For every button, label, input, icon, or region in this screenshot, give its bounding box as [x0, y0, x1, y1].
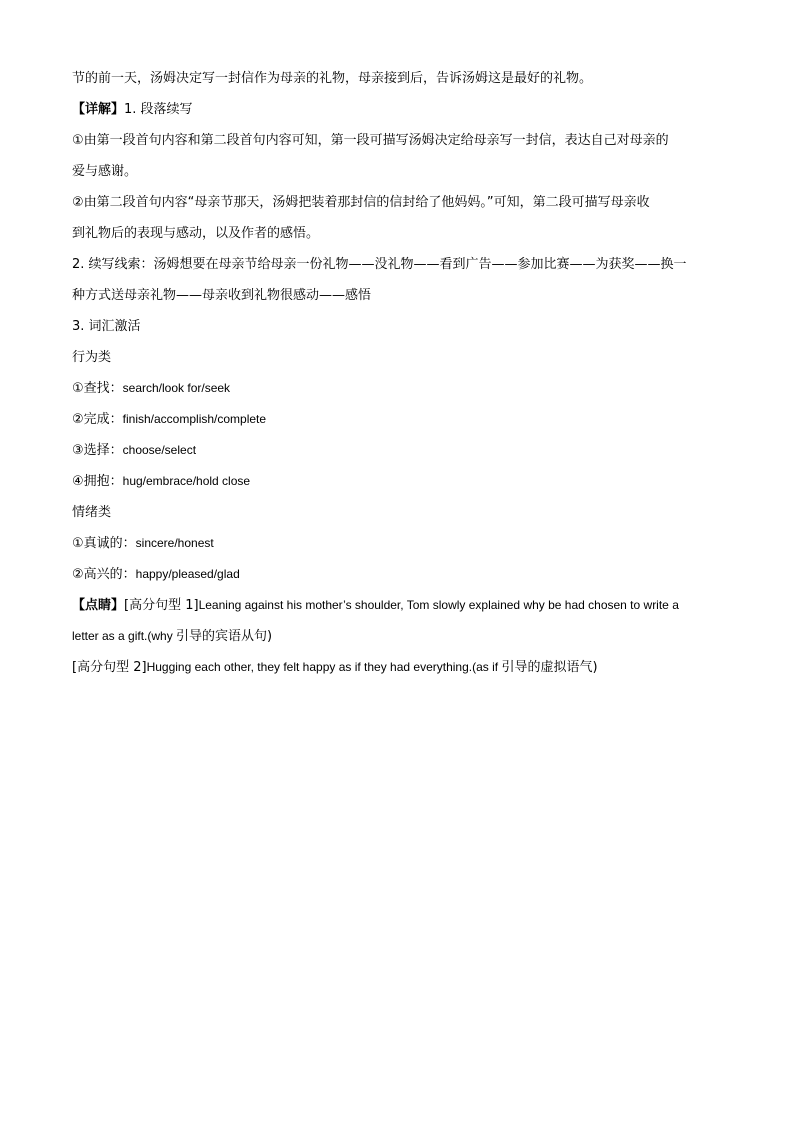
vocab-label: ①查找：	[72, 381, 123, 396]
line-text: 种方式送母亲礼物——母亲收到礼物很感动——感悟	[72, 288, 372, 303]
line-text: 3. 词汇激活	[72, 319, 141, 334]
sentence-note: 引导的虚拟语气)	[501, 660, 598, 675]
line-text: ②由第二段首句内容“母亲节那天，汤姆把装着那封信的信封给了他妈妈。”可知，第二段可描写母亲收	[72, 195, 650, 210]
paragraph-line	[72, 280, 722, 311]
sentence-text: Leaning against his mother’s shoulder, Tom slowly explained why be had chosen to write a	[198, 598, 679, 612]
category-heading	[72, 342, 722, 373]
vocab-label: ④拥抱：	[72, 474, 123, 489]
detail-label: 【详解】	[72, 102, 125, 117]
line-text: 到礼物后的表现与感动，以及作者的感悟。	[72, 226, 320, 241]
highlight-sentence	[72, 652, 722, 683]
line-text: ①由第一段首句内容和第二段首句内容可知，第一段可描写汤姆决定给母亲写一封信，表达自己对母亲的	[72, 133, 669, 148]
sentence-text: Hugging each other, they felt happy as if they had everything.(as if	[146, 660, 502, 674]
vocab-item	[72, 466, 722, 497]
vocab-item	[72, 373, 722, 404]
paragraph-line	[72, 249, 722, 280]
line-text: 情绪类	[72, 505, 112, 520]
vocab-label: ②完成：	[72, 412, 123, 427]
line-text: 爱与感谢。	[72, 164, 138, 179]
section-heading	[72, 311, 722, 342]
paragraph-line	[72, 63, 722, 94]
vocab-label: ③选择：	[72, 443, 123, 458]
vocab-item	[72, 559, 722, 590]
paragraph-line	[72, 218, 722, 249]
vocab-words: search/look for/seek	[122, 381, 231, 395]
vocab-words: choose/select	[122, 443, 197, 457]
sentence-text: letter as a gift.(why	[72, 629, 177, 643]
document-page	[72, 63, 722, 683]
sentence-pattern-label: [高分句型 1]	[124, 598, 199, 613]
vocab-words: sincere/honest	[135, 536, 214, 550]
paragraph-line	[72, 156, 722, 187]
vocab-words: hug/embrace/hold close	[122, 474, 251, 488]
vocab-words: happy/pleased/glad	[135, 567, 240, 581]
highlight-label: 【点睛】	[72, 598, 125, 613]
vocab-words: finish/accomplish/complete	[122, 412, 267, 426]
heading-text: 1. 段落续写	[124, 102, 193, 117]
line-text: 节的前一天，汤姆决定写一封信作为母亲的礼物，母亲接到后，告诉汤姆这是最好的礼物。	[72, 71, 593, 86]
highlight-sentence	[72, 621, 722, 652]
line-text: 行为类	[72, 350, 112, 365]
category-heading	[72, 497, 722, 528]
vocab-item	[72, 404, 722, 435]
vocab-label: ②高兴的：	[72, 567, 136, 582]
section-heading	[72, 94, 722, 125]
vocab-label: ①真诚的：	[72, 536, 136, 551]
sentence-note: 引导的宾语从句)	[176, 629, 273, 644]
highlight-sentence	[72, 590, 722, 621]
sentence-pattern-label: [高分句型 2]	[72, 660, 147, 675]
vocab-item	[72, 435, 722, 466]
paragraph-line	[72, 125, 722, 156]
vocab-item	[72, 528, 722, 559]
paragraph-line	[72, 187, 722, 218]
line-text: 2. 续写线索：汤姆想要在母亲节给母亲一份礼物——没礼物——看到广告——参加比赛——为获奖——换一	[72, 257, 687, 272]
